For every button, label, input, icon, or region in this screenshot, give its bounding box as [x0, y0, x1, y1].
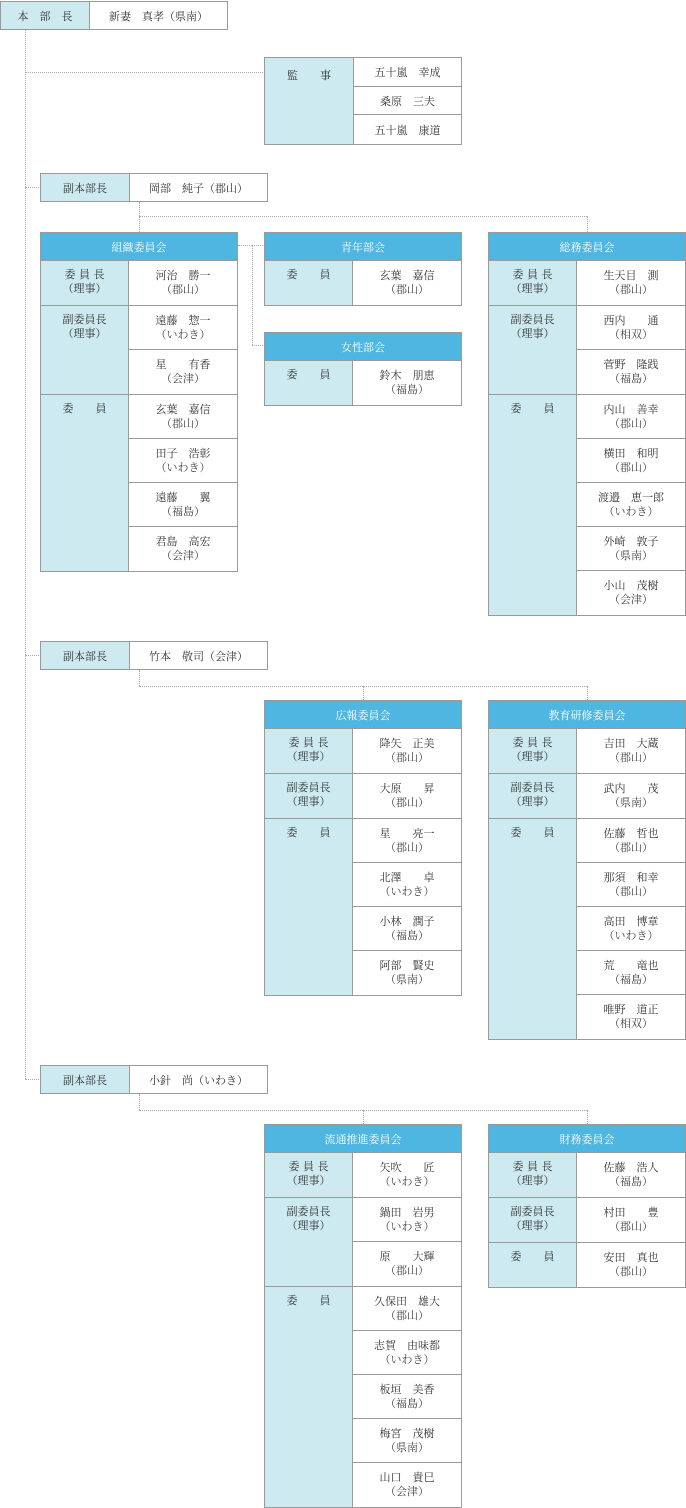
member-cell — [353, 907, 461, 951]
member-cell — [353, 261, 461, 305]
role-label: 副委員長 （理事） — [489, 774, 577, 818]
member-name: 玄葉 嘉信 — [379, 269, 435, 282]
vice3-connector — [25, 1079, 41, 1080]
role-group — [489, 819, 685, 1039]
member-name: 武内 茂 — [603, 782, 659, 795]
member-area: （郡山） — [385, 1308, 429, 1322]
branch1-to-soshiki — [139, 216, 140, 232]
member-cell — [129, 483, 237, 527]
branch1-bar — [139, 216, 587, 217]
soshiki-side-bar — [238, 245, 252, 246]
role-group — [265, 1153, 461, 1198]
member-cell — [577, 995, 685, 1039]
vice-head-label: 副本部長 — [41, 174, 130, 201]
member-list — [353, 729, 461, 773]
member-name: 佐藤 浩人 — [603, 1161, 659, 1174]
member-area: （会津） — [161, 549, 205, 562]
member-area: （郡山） — [609, 840, 653, 854]
member-cell — [129, 395, 237, 439]
committee-title: 広報委員会 — [265, 701, 461, 729]
member-area: （郡山） — [385, 796, 429, 809]
member-cell — [129, 306, 237, 350]
member-cell — [353, 729, 461, 773]
member-list — [577, 1198, 685, 1242]
member-name: 久保田 雄大 — [374, 1294, 440, 1308]
member-name: 原 大輝 — [379, 1250, 435, 1263]
member-cell — [353, 361, 461, 405]
member-area: （郡山） — [609, 1220, 653, 1233]
member-name: 降矢 正美 — [379, 737, 435, 750]
auditor-name: 桑原 三夫 — [354, 87, 461, 116]
role-label: 委 員 — [265, 361, 353, 405]
member-area: （いわき） — [155, 327, 211, 341]
member-cell — [577, 1243, 685, 1287]
member-name: 星 有香 — [155, 358, 211, 371]
role-group — [265, 729, 461, 774]
committee-title: 女性部会 — [265, 333, 461, 361]
member-name: 唯野 道正 — [603, 1003, 659, 1016]
member-list — [577, 1243, 685, 1287]
member-name: 矢吹 匠 — [379, 1161, 435, 1174]
member-area: （福島） — [609, 1175, 653, 1188]
member-cell — [577, 863, 685, 907]
member-list — [577, 395, 685, 615]
member-cell — [353, 819, 461, 863]
branch1-to-somu — [587, 216, 588, 232]
member-name: 遠藤 惣一 — [155, 313, 211, 327]
role-group — [41, 395, 237, 571]
member-list — [129, 261, 237, 305]
role-label: 副委員長 （理事） — [265, 774, 353, 818]
member-cell — [353, 1419, 461, 1463]
role-group — [41, 306, 237, 395]
role-label: 副委員長 （理事） — [265, 1198, 353, 1286]
committee-ryutsu — [264, 1124, 462, 1508]
auditors-label: 監 事 — [265, 58, 354, 144]
committee-josei — [264, 332, 462, 406]
member-list — [353, 774, 461, 818]
branch3-drop — [139, 1094, 140, 1110]
member-name: 那須 和幸 — [603, 870, 659, 884]
role-label: 委 員 — [41, 395, 129, 571]
role-group — [265, 361, 461, 405]
member-name: 梅宮 茂樹 — [379, 1426, 435, 1440]
role-label: 委 員 — [265, 1287, 353, 1507]
role-label: 委 員 長 （理事） — [41, 261, 129, 305]
member-area: （いわき） — [379, 1219, 435, 1233]
role-group — [265, 1198, 461, 1287]
auditor-name: 五十嵐 幸成 — [354, 58, 461, 87]
role-group — [489, 1243, 685, 1287]
branch2-to-kyoiku — [587, 686, 588, 700]
member-cell — [353, 1242, 461, 1286]
role-group — [489, 261, 685, 306]
member-cell — [577, 261, 685, 305]
committee-title: 教育研修委員会 — [489, 701, 685, 729]
member-area: （いわき） — [379, 884, 435, 898]
role-label: 委 員 — [489, 1243, 577, 1287]
member-cell — [577, 729, 685, 773]
member-name: 大原 昇 — [379, 782, 435, 795]
committee-title: 組織委員会 — [41, 233, 237, 261]
role-group — [265, 774, 461, 819]
vice-head-3 — [40, 1065, 268, 1094]
member-cell — [577, 907, 685, 951]
vice-head-name: 岡部 純子（郡山） — [149, 181, 248, 195]
role-group — [489, 395, 685, 615]
member-area: （会津） — [161, 372, 205, 385]
vice2-connector — [25, 655, 41, 656]
member-name: 横田 和明 — [603, 446, 659, 460]
member-cell — [353, 1153, 461, 1197]
member-name: 小林 潤子 — [379, 914, 435, 928]
member-name: 渡邉 恵一郎 — [598, 490, 664, 504]
member-area: （県南） — [609, 796, 653, 809]
member-area: （郡山） — [609, 751, 653, 764]
vice-head-name: 小針 尚（いわき） — [149, 1073, 248, 1087]
member-list — [577, 819, 685, 1039]
member-name: 田子 浩彰 — [155, 446, 211, 460]
member-area: （郡山） — [385, 751, 429, 764]
role-label: 委 員 — [265, 261, 353, 305]
member-name: 菅野 隆践 — [603, 358, 659, 371]
head-box — [0, 1, 228, 30]
member-area: （いわき） — [155, 460, 211, 474]
member-list — [577, 1153, 685, 1197]
member-cell — [353, 774, 461, 818]
member-area: （郡山） — [385, 840, 429, 854]
member-name: 玄葉 嘉信 — [155, 402, 211, 416]
member-cell — [129, 350, 237, 394]
member-area: （福島） — [161, 504, 205, 518]
member-name: 佐藤 哲也 — [603, 826, 659, 840]
member-name: 志賀 由味都 — [374, 1338, 440, 1352]
committee-title: 総務委員会 — [489, 233, 685, 261]
soshiki-side-drop — [252, 245, 253, 345]
member-area: （郡山） — [161, 416, 205, 430]
member-list — [353, 1153, 461, 1197]
role-group — [489, 1198, 685, 1243]
branch2-to-koho — [363, 686, 364, 700]
vice-head-label: 副本部長 — [41, 642, 130, 669]
member-cell — [129, 527, 237, 571]
role-label: 委 員 長 （理事） — [265, 1153, 353, 1197]
member-name: 山口 貴巳 — [379, 1471, 435, 1484]
member-name: 星 亮一 — [379, 826, 435, 840]
member-cell — [577, 1198, 685, 1242]
member-name: 遠藤 翼 — [155, 490, 211, 504]
member-list — [353, 819, 461, 995]
member-area: （郡山） — [385, 1264, 429, 1277]
member-cell — [577, 483, 685, 527]
member-cell — [577, 951, 685, 995]
role-label: 委 員 — [265, 819, 353, 995]
member-name: 板垣 美香 — [379, 1382, 435, 1396]
branch3-to-ryutsu — [363, 1110, 364, 1124]
member-area: （相双） — [609, 1017, 653, 1030]
member-name: 君島 高宏 — [155, 535, 211, 548]
role-label: 副委員長 （理事） — [489, 306, 577, 394]
member-cell — [577, 1153, 685, 1197]
member-name: 鈴木 朋恵 — [379, 369, 435, 382]
member-area: （相双） — [609, 327, 653, 341]
branch2-drop — [139, 670, 140, 686]
vice-head-name: 竹本 敬司（会津） — [149, 649, 248, 663]
vice-head-label: 副本部長 — [41, 1066, 130, 1093]
member-name: 北澤 卓 — [379, 870, 435, 884]
member-cell — [129, 439, 237, 483]
member-cell — [577, 439, 685, 483]
member-area: （郡山） — [161, 283, 205, 296]
member-cell — [577, 571, 685, 615]
member-name: 荒 竜也 — [603, 958, 659, 972]
member-cell — [577, 527, 685, 571]
member-area: （会津） — [385, 1485, 429, 1498]
member-area: （いわき） — [603, 928, 659, 942]
member-cell — [353, 951, 461, 995]
member-cell — [353, 1331, 461, 1375]
member-list — [577, 774, 685, 818]
member-list — [353, 361, 461, 405]
member-cell — [577, 774, 685, 818]
member-cell — [353, 863, 461, 907]
member-name: 生天目 測 — [603, 269, 659, 282]
auditor-connector — [25, 72, 265, 73]
committee-somu — [488, 232, 686, 616]
member-area: （郡山） — [609, 283, 653, 296]
auditor-name: 五十嵐 康道 — [374, 123, 441, 137]
committee-koho — [264, 700, 462, 996]
role-group — [265, 819, 461, 995]
member-area: （福島） — [609, 972, 653, 986]
branch1-drop — [139, 202, 140, 216]
role-label: 委 員 長 （理事） — [489, 1153, 577, 1197]
member-list — [577, 261, 685, 305]
member-area: （郡山） — [609, 1265, 653, 1278]
committee-kyoiku — [488, 700, 686, 1040]
role-group — [489, 729, 685, 774]
committee-title: 青年部会 — [265, 233, 461, 261]
role-label: 委 員 — [489, 395, 577, 615]
role-label: 委 員 長 （理事） — [489, 261, 577, 305]
committee-soshiki — [40, 232, 238, 572]
role-label: 副委員長 （理事） — [41, 306, 129, 394]
role-label: 副委員長 （理事） — [489, 1198, 577, 1242]
member-area: （福島） — [385, 1396, 429, 1410]
member-name: 内山 善幸 — [603, 402, 659, 416]
member-name: 村田 豊 — [603, 1206, 659, 1219]
member-area: （いわき） — [379, 1175, 435, 1188]
branch3-to-zaimu — [587, 1110, 588, 1124]
vice1-connector — [25, 187, 41, 188]
role-label: 委 員 長 （理事） — [265, 729, 353, 773]
member-list — [129, 306, 237, 394]
member-cell — [577, 350, 685, 394]
committee-zaimu — [488, 1124, 686, 1288]
role-label: 委 員 長 （理事） — [489, 729, 577, 773]
member-cell — [353, 1198, 461, 1242]
member-area: （いわき） — [379, 1352, 435, 1366]
member-name: 高田 博章 — [603, 914, 659, 928]
member-cell — [577, 306, 685, 350]
member-cell — [353, 1287, 461, 1331]
member-list — [577, 306, 685, 394]
member-name: 吉田 大蔵 — [603, 737, 659, 750]
committee-seinen — [264, 232, 462, 306]
auditors-box — [264, 57, 462, 145]
member-list — [129, 395, 237, 571]
member-cell — [129, 261, 237, 305]
member-list — [353, 1287, 461, 1507]
role-group — [265, 1287, 461, 1507]
head-label: 本 部 長 — [1, 2, 90, 29]
role-label: 委 員 — [489, 819, 577, 1039]
member-area: （いわき） — [603, 504, 659, 518]
member-name: 外崎 敦子 — [603, 534, 659, 548]
role-group — [489, 306, 685, 395]
member-area: （福島） — [385, 383, 429, 396]
member-name: 阿部 賢史 — [379, 959, 435, 972]
member-area: （福島） — [609, 372, 653, 385]
role-group — [265, 261, 461, 305]
member-cell — [353, 1463, 461, 1507]
member-area: （郡山） — [609, 460, 653, 474]
member-area: （県南） — [385, 1440, 429, 1454]
committee-title: 財務委員会 — [489, 1125, 685, 1153]
head-name: 新妻 真孝（県南） — [109, 9, 208, 23]
member-cell — [353, 1375, 461, 1419]
member-area: （県南） — [609, 548, 653, 562]
member-area: （県南） — [385, 973, 429, 986]
member-list — [353, 1198, 461, 1286]
member-area: （福島） — [385, 928, 429, 942]
member-list — [577, 729, 685, 773]
member-name: 鍋田 岩男 — [379, 1205, 435, 1219]
member-area: （郡山） — [385, 283, 429, 296]
member-name: 河治 勝一 — [155, 269, 211, 282]
vice-head-2 — [40, 641, 268, 670]
member-cell — [577, 819, 685, 863]
committee-title: 流通推進委員会 — [265, 1125, 461, 1153]
member-name: 小山 茂樹 — [603, 579, 659, 592]
role-group — [41, 261, 237, 306]
role-group — [489, 774, 685, 819]
member-area: （郡山） — [609, 884, 653, 898]
member-list — [353, 261, 461, 305]
vice-head-1 — [40, 173, 268, 202]
member-name: 西内 通 — [603, 313, 659, 327]
member-name: 安田 真也 — [603, 1251, 659, 1264]
member-area: （会津） — [609, 593, 653, 606]
role-group — [489, 1153, 685, 1198]
member-cell — [577, 395, 685, 439]
member-area: （郡山） — [609, 416, 653, 430]
